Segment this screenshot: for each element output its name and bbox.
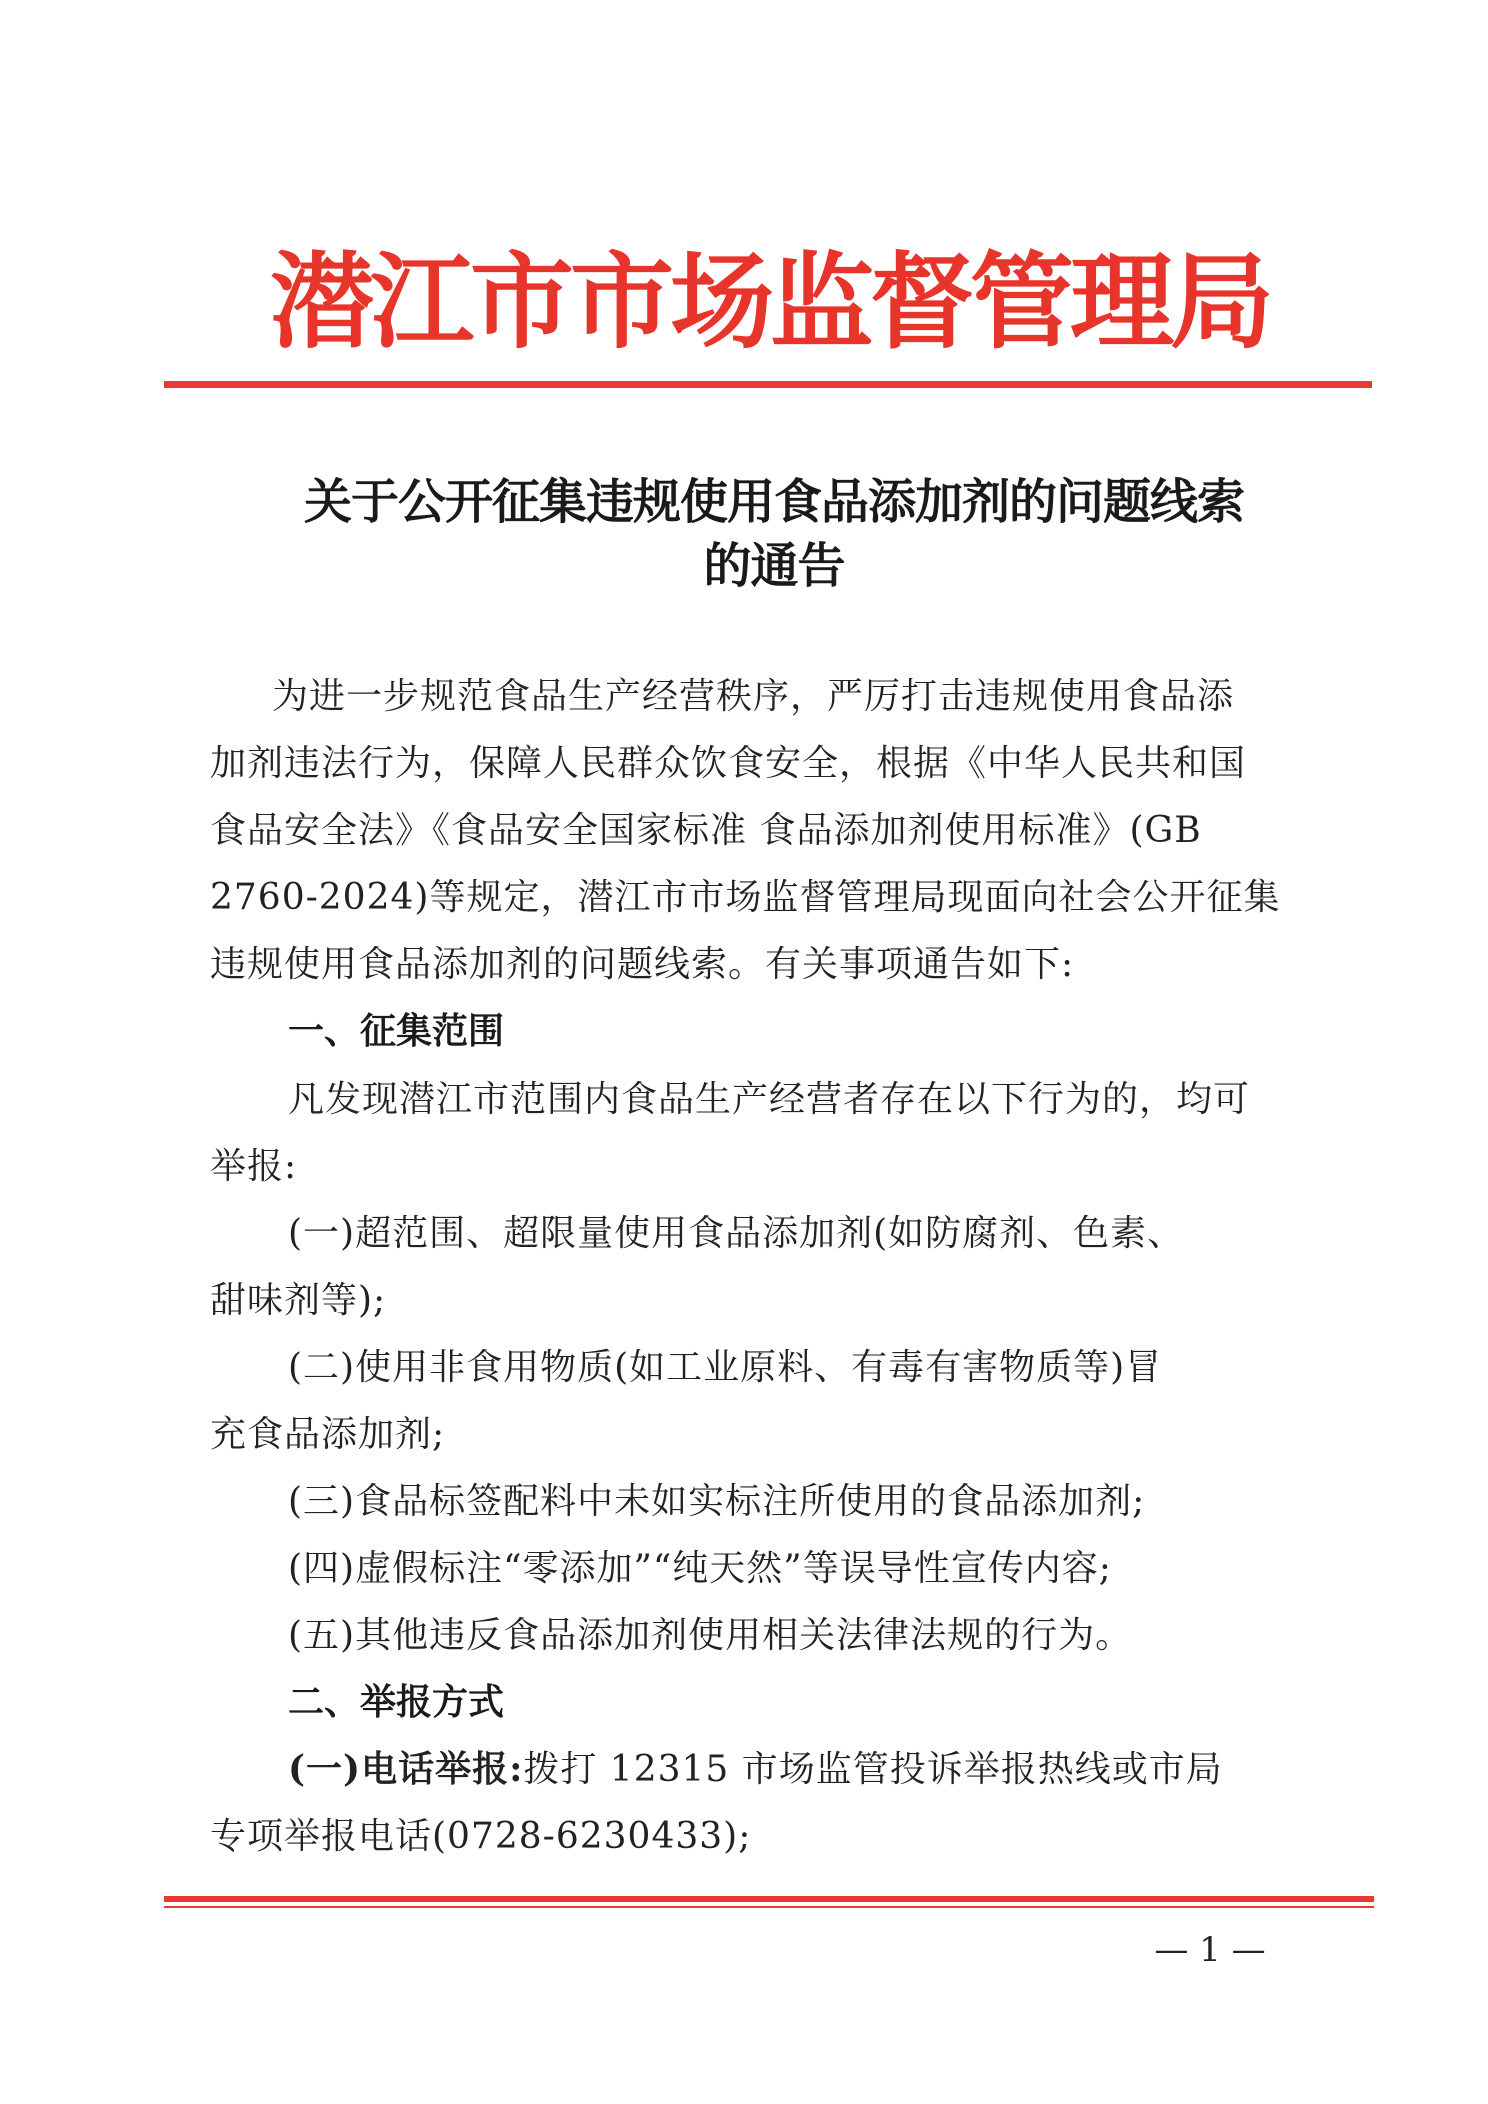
report-item-1-text: 拨打 12315 市场监管投诉举报热线或市局 bbox=[523, 1749, 1223, 1790]
intro-line-1: 为进一步规范食品生产经营秩序，严厉打击违规使用食品添 bbox=[272, 676, 1235, 717]
intro-line-5: 违规使用食品添加剂的问题线索。有关事项通告如下: bbox=[210, 944, 1075, 985]
scope-item-4: (四)虚假标注“零添加”“纯天然”等误导性宣传内容; bbox=[288, 1548, 1112, 1589]
report-item-1-label: (一)电话举报: bbox=[288, 1748, 524, 1790]
section-heading-scope: 一、征集范围 bbox=[288, 1011, 505, 1052]
intro-line-2: 加剂违法行为，保障人民群众饮食安全，根据《中华人民共和国 bbox=[210, 743, 1247, 784]
scope-item-1-line-2: 甜味剂等); bbox=[210, 1280, 387, 1321]
scope-item-1-line-1: (一)超范围、超限量使用食品添加剂(如防腐剂、色素、 bbox=[288, 1213, 1185, 1254]
scope-item-3: (三)食品标签配料中未如实标注所使用的食品添加剂; bbox=[288, 1481, 1146, 1522]
footer-divider bbox=[164, 1896, 1374, 1902]
scope-lead-line-1: 凡发现潜江市范围内食品生产经营者存在以下行为的，均可 bbox=[288, 1079, 1251, 1120]
intro-line-4: 2760-2024)等规定，潜江市市场监督管理局现面向社会公开征集 bbox=[210, 877, 1281, 918]
title-line-1: 关于公开征集违规使用食品添加剂的问题线索 bbox=[303, 474, 1244, 530]
page-number: — 1 — bbox=[1154, 1930, 1266, 1970]
agency-header: 潜江市市场监督管理局 bbox=[269, 240, 1270, 363]
document-title bbox=[160, 470, 1388, 598]
intro-line-3: 食品安全法》《食品安全国家标准 食品添加剂使用标准》(GB bbox=[210, 810, 1202, 851]
header-divider bbox=[164, 381, 1372, 388]
scope-item-2-line-2: 充食品添加剂; bbox=[210, 1414, 446, 1455]
title-line-2: 的通告 bbox=[703, 538, 845, 594]
section-heading-report-methods: 二、举报方式 bbox=[288, 1682, 505, 1723]
footer-divider-thin bbox=[164, 1906, 1374, 1908]
scope-lead-line-2: 举报: bbox=[210, 1146, 298, 1187]
report-item-1-line-1 bbox=[288, 1736, 1223, 1803]
report-item-1-line-2: 专项举报电话(0728-6230433); bbox=[210, 1816, 752, 1857]
scope-item-2-line-1: (二)使用非食用物质(如工业原料、有毒有害物质等)冒 bbox=[288, 1347, 1163, 1388]
scope-item-5: (五)其他违反食品添加剂使用相关法律法规的行为。 bbox=[288, 1615, 1133, 1656]
